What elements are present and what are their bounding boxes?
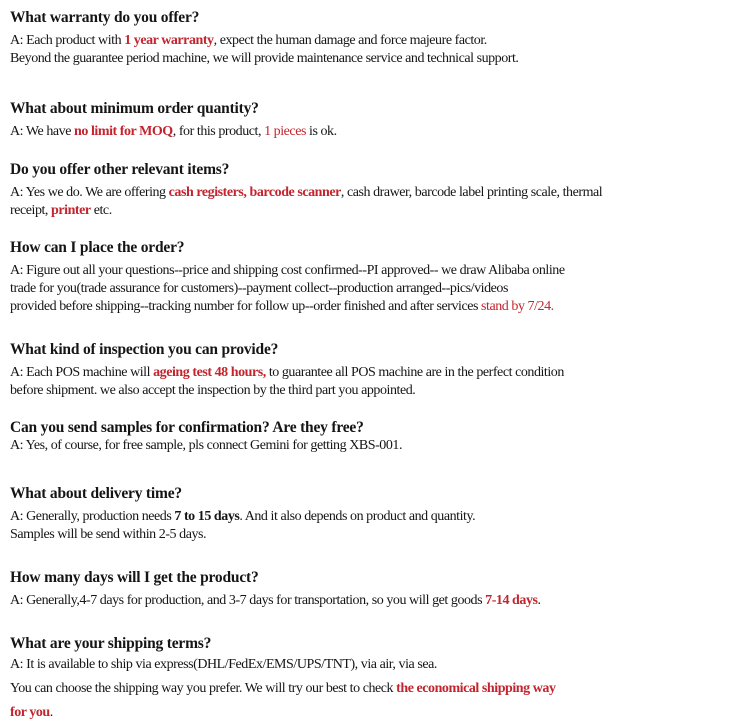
faq-answer-line xyxy=(10,202,746,220)
text-run: provided before shipping--tracking number for follow up--order finished and after services xyxy=(10,299,482,314)
faq-answer-line xyxy=(10,437,746,455)
faq-block xyxy=(10,568,746,610)
text-run: is ok. xyxy=(305,124,337,139)
faq-answer-line xyxy=(10,262,746,280)
text-run: A: Figure out all your questions--price and shipping cost confirmed--PI approved-- we draw Alibaba online xyxy=(10,263,565,278)
faq-question: What kind of inspection you can provide? xyxy=(10,341,279,358)
highlighted-text: cash registers, xyxy=(168,185,247,200)
highlighted-text: printer xyxy=(51,203,91,218)
faq-block xyxy=(10,484,746,544)
text-run: A: Each POS machine will xyxy=(10,365,154,380)
highlighted-text: 1 pieces xyxy=(264,124,306,139)
faq-block xyxy=(10,238,746,316)
faq-answer-line xyxy=(10,701,746,725)
highlighted-text: no limit for MOQ xyxy=(74,124,173,139)
faq-answer-line xyxy=(10,364,746,382)
faq-answer-line xyxy=(10,298,746,316)
faq-answer-line xyxy=(10,123,746,141)
text-run: A: It is available to ship via express(DHL/FedEx/EMS/UPS/TNT), via air, via sea. xyxy=(10,657,437,672)
faq-block xyxy=(10,99,746,141)
text-run: 7 to 15 days xyxy=(174,509,240,524)
faq-list xyxy=(10,8,746,725)
text-run: . xyxy=(537,593,541,608)
highlighted-text: stand by 7/24. xyxy=(481,299,554,314)
faq-answer-line xyxy=(10,592,746,610)
text-run: A: Each product with xyxy=(10,33,125,48)
text-run: A: Yes, of course, for free sample, pls connect Gemini for getting XBS-001. xyxy=(10,438,402,453)
faq-question: What about delivery time? xyxy=(10,485,182,502)
text-run: You can choose the shipping way you prefer. We will try our best to check xyxy=(10,681,397,696)
text-run: A: Yes we do. We are offering xyxy=(10,185,169,200)
faq-question: Can you send samples for confirmation? Are they free? xyxy=(10,419,364,436)
faq-answer-line xyxy=(10,653,746,677)
faq-question: How can I place the order? xyxy=(10,239,185,256)
highlighted-text: for you xyxy=(10,705,50,720)
text-run: receipt, xyxy=(10,203,52,218)
highlighted-text: 1 year warranty xyxy=(124,33,214,48)
faq-answer-line xyxy=(10,184,746,202)
faq-block xyxy=(10,8,746,68)
text-run: trade for you(trade assurance for customers)--payment collect--production arranged--pics/videos xyxy=(10,281,508,296)
text-run: , cash drawer, barcode label printing scale, thermal xyxy=(340,185,603,200)
highlighted-text: 7-14 days xyxy=(485,593,538,608)
text-run: A: Generally, production needs xyxy=(10,509,175,524)
faq-answer-line xyxy=(10,382,746,400)
text-run: Beyond the guarantee period machine, we will provide maintenance service and technical support. xyxy=(10,51,519,66)
faq-block xyxy=(10,418,746,455)
faq-question: How many days will I get the product? xyxy=(10,569,259,586)
text-run: A: Generally,4-7 days for production, and 3-7 days for transportation, so you will get goods xyxy=(10,593,486,608)
faq-answer-line xyxy=(10,280,746,298)
highlighted-text: ageing test 48 hours, xyxy=(153,365,266,380)
text-run: . xyxy=(49,705,53,720)
text-run: to guarantee all POS machine are in the perfect condition xyxy=(265,365,564,380)
text-run: , expect the human damage and force majeure factor. xyxy=(213,33,487,48)
text-run: A: We have xyxy=(10,124,75,139)
faq-answer-line xyxy=(10,508,746,526)
text-run: Samples will be send within 2-5 days. xyxy=(10,527,207,542)
faq-question: What warranty do you offer? xyxy=(10,9,200,26)
text-run: etc. xyxy=(90,203,112,218)
faq-answer-line xyxy=(10,50,746,68)
faq-block xyxy=(10,160,746,220)
highlighted-text: barcode scanner xyxy=(249,185,341,200)
text-run: . And it also depends on product and quantity. xyxy=(239,509,476,524)
faq-question: What are your shipping terms? xyxy=(10,635,212,652)
text-run: before shipment. we also accept the inspection by the third part you appointed. xyxy=(10,383,416,398)
faq-question: Do you offer other relevant items? xyxy=(10,161,230,178)
highlighted-text: the economical shipping way xyxy=(396,681,556,696)
faq-answer-line xyxy=(10,32,746,50)
text-run: , for this product, xyxy=(172,124,265,139)
faq-block xyxy=(10,340,746,400)
faq-block xyxy=(10,634,746,725)
faq-answer-line xyxy=(10,677,746,701)
faq-answer-line xyxy=(10,526,746,544)
faq-question: What about minimum order quantity? xyxy=(10,100,259,117)
